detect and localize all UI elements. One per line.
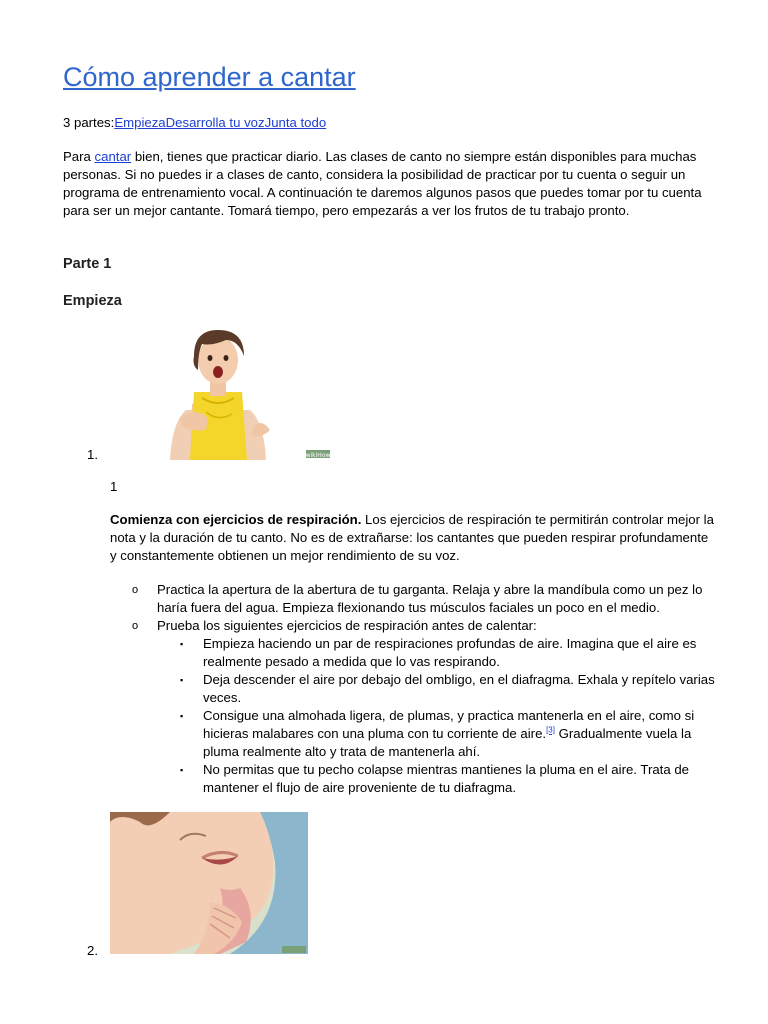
bullet-text: Prueba los siguientes ejercicios de respiración antes de calentar:	[157, 618, 537, 633]
sub-bullet-marker: ▪	[180, 675, 184, 685]
bullet-marker: o	[132, 584, 139, 596]
intro-text-rest: bien, tienes que practicar diario. Las clases de canto no siempre están disponibles para muchas personas. Si no puedes ir a clases de canto, considera la posibilidad de practicar por tu cuenta o seguir un programa de entrenamiento vocal. A continuación te daremos algunos pasos que puedes tomar por tu cuenta para ser un mejor cantante. Tomará tiempo, pero empezarás a ver los frutos de tu trabajo pronto.	[63, 149, 702, 218]
intro-paragraph	[63, 148, 718, 220]
sub-list-item	[157, 635, 715, 671]
sub-bullet-marker: ▪	[180, 639, 184, 649]
part-link-desarrolla[interactable]: Desarrolla tu voz	[165, 115, 265, 130]
step-1-bold: Comienza con ejercicios de respiración.	[110, 512, 362, 527]
step-1-text	[110, 511, 715, 565]
bullet-text: Practica la apertura de la abertura de tu garganta. Relaja y abre la mandíbula como un pez lo haría fuera del agua. Empieza flexionando tus músculos faciales un poco en el medio.	[157, 582, 703, 615]
part-link-junta[interactable]: Junta todo	[264, 115, 327, 130]
list-number-2: 2.	[87, 943, 98, 958]
step-1-bullets	[110, 581, 715, 797]
step-2-illustration	[110, 812, 308, 954]
sub-bullet-text: Deja descender el aire por debajo del ombligo, en el diafragma. Exhala y repítelo varias veces.	[203, 672, 715, 705]
part-name: Empieza	[63, 293, 122, 309]
reference-link[interactable]: [3]	[546, 725, 555, 735]
list-item	[110, 581, 715, 617]
sub-bullet-text: Consigue una almohada ligera, de plumas, y practica mantenerla en el aire, como si hicieras malabares con una pluma con tu corriente de aire.	[203, 708, 695, 741]
sub-bullets	[157, 635, 715, 797]
parts-navigation	[63, 114, 326, 132]
sub-list-item	[157, 707, 715, 761]
parts-prefix: 3 partes:	[63, 115, 115, 130]
bullet-marker: o	[132, 620, 139, 632]
step-1-illustration	[110, 326, 333, 460]
page-title[interactable]: Cómo aprender a cantar	[63, 62, 356, 92]
list-number-1: 1.	[87, 447, 98, 462]
sub-bullet-text-cont: Gradualmente vuela la pluma realmente alto y trata de mantenerla ahí.	[203, 726, 692, 759]
part-link-empieza[interactable]: Empieza	[114, 115, 166, 130]
sub-bullet-marker: ▪	[180, 765, 184, 775]
sub-list-item	[157, 671, 715, 707]
sub-bullet-text: Empieza haciendo un par de respiraciones profundas de aire. Imagina que el aire es realmente pesado a medida que lo vas respirando.	[203, 636, 697, 669]
step-1-body: Los ejercicios de respiración te permitirán controlar mejor la nota y la duración de tu canto. No es de extrañarse: los cantantes que pueden respirar profundamente y constantemente obtienen un mejor rendimiento de su voz.	[110, 512, 714, 563]
watermark-text: wikiHow	[305, 452, 331, 459]
step-number: 1	[110, 479, 118, 494]
cantar-link[interactable]: cantar	[94, 149, 132, 164]
list-item	[110, 617, 715, 797]
part-label: Parte 1	[63, 256, 112, 272]
intro-text-start: Para	[63, 149, 95, 164]
sub-bullet-marker: ▪	[180, 711, 184, 721]
sub-list-item	[157, 761, 715, 797]
sub-bullet-text: No permitas que tu pecho colapse mientras mantienes la pluma en el aire. Trata de mantener el flujo de aire proveniente de tu diafragma.	[203, 762, 690, 795]
